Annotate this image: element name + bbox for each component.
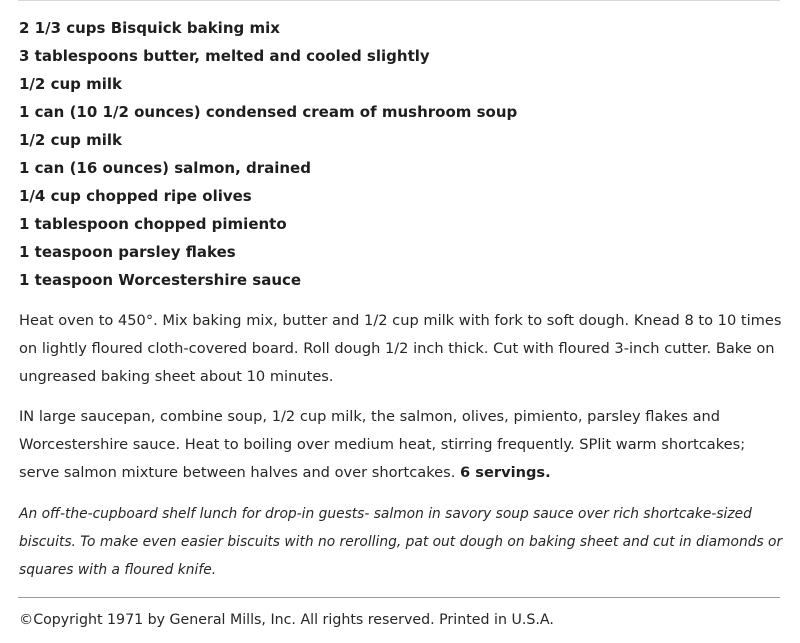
ingredient-item: 1 can (16 ounces) salmon, drained [19, 159, 311, 177]
copyright-text: ©Copyright 1971 by General Mills, Inc. All rights reserved. Printed in U.S.A. [19, 612, 554, 628]
ingredient-item: 1/2 cup milk [19, 131, 122, 149]
ingredient-item: 1 can (10 1/2 ounces) condensed cream of mushroom soup [19, 103, 518, 121]
directions-step-1: Heat oven to 450°. Mix baking mix, butter and 1/2 cup milk with fork to soft dough. Knead 8 to 10 times on lightly floured cloth-covered board. Roll dough 1/2 inch thick. Cut with floured 3-inch cutter. Bake on ungreased baking sheet about 10 minutes. [19, 312, 782, 385]
ingredient-item: 1 teaspoon Worcestershire sauce [19, 271, 302, 289]
footer-divider [18, 597, 780, 598]
ingredient-item: 1 teaspoon parsley flakes [19, 243, 236, 261]
servings-label: 6 servings. [460, 464, 551, 481]
ingredient-item: 1/2 cup milk [19, 75, 122, 93]
ingredient-item: 1 tablespoon chopped pimiento [19, 215, 287, 233]
ingredient-item: 2 1/3 cups Bisquick baking mix [19, 19, 280, 37]
recipe-note: An off-the-cupboard shelf lunch for drop-in guests- salmon in savory soup sauce over rich shortcake-sized biscuits. To make even easier biscuits with no rerolling, pat out dough on baking sheet and cut in diamonds or squares with a floured knife. [19, 506, 783, 578]
ingredient-list [19, 14, 517, 294]
top-divider [18, 0, 780, 1]
ingredient-item: 1/4 cup chopped ripe olives [19, 187, 252, 205]
ingredient-item: 3 tablespoons butter, melted and cooled slightly [19, 47, 430, 65]
directions-step-2 [19, 403, 789, 487]
directions-step-2-text: IN large saucepan, combine soup, 1/2 cup milk, the salmon, olives, pimiento, parsley flakes and Worcestershire sauce. Heat to boiling over medium heat, stirring frequently. SPlit warm shortcakes; serve salmon mixture between halves and over shortcakes. [19, 408, 746, 481]
